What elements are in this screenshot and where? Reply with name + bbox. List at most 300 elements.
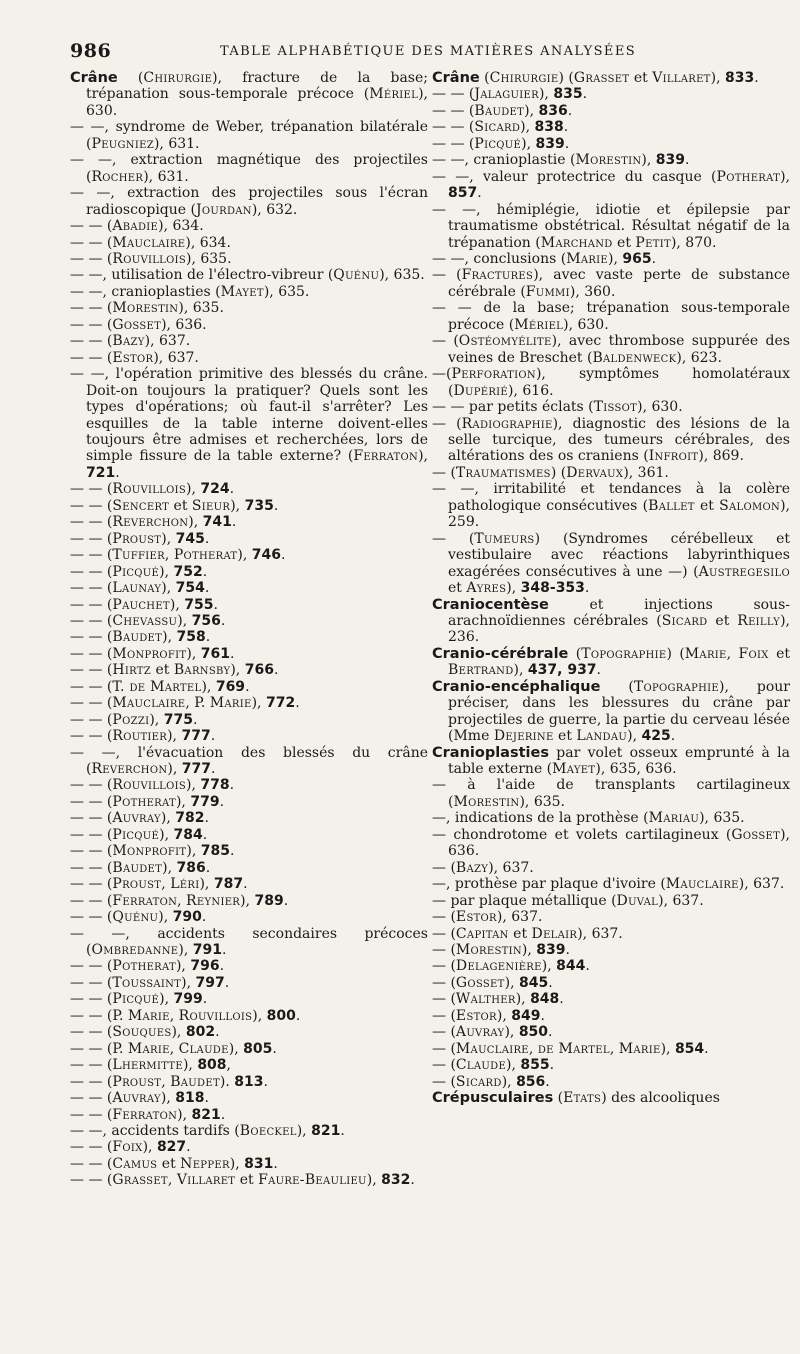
entry-text: . — [295, 1007, 301, 1024]
index-entry — [70, 613, 428, 629]
author-name: Pozzi — [112, 711, 150, 728]
index-entry — [70, 597, 428, 613]
index-entry — [432, 1074, 790, 1090]
entry-text: ), — [501, 1073, 517, 1090]
author-name: Tumeurs — [474, 530, 535, 547]
author-name: Potherat — [112, 958, 176, 975]
entry-text: — — ( — [70, 645, 113, 662]
entry-text: . — [563, 119, 569, 136]
entry-text: — —, irritabilité et tendances à la colère pathologique consécutives ( — [432, 481, 790, 514]
author-name: Sieur — [191, 497, 231, 514]
author-name: Dupérié — [453, 382, 509, 399]
entry-text: . — [219, 793, 225, 810]
author-name: Marie — [684, 645, 727, 662]
page-ref: 779 — [190, 793, 220, 810]
entry-text: ), 631. — [143, 168, 189, 185]
entry-text: . — [540, 1007, 545, 1024]
page-ref: 348-353 — [520, 580, 585, 597]
index-entry — [70, 119, 428, 152]
entry-text: ), — [230, 662, 245, 679]
entry-heading: Cranio-cérébrale — [432, 645, 569, 662]
author-name: Auvray — [112, 1090, 161, 1107]
entry-text: — à l'aide de transplants cartilagineux ( — [432, 777, 790, 810]
author-name: Mariau — [648, 810, 700, 827]
author-name: Morestin — [112, 300, 179, 317]
entry-text: ), — [541, 958, 557, 975]
author-name: Chirurgie — [489, 70, 559, 86]
entry-text: — ( — [432, 1073, 456, 1090]
author-name: Monprofit — [112, 843, 187, 860]
entry-text: — ( — [432, 464, 456, 481]
entry-text: — — ( — [70, 859, 113, 876]
entry-text: ), — [201, 678, 216, 695]
index-entry — [70, 1139, 428, 1155]
entry-text: — — ( — [70, 843, 113, 860]
entry-text: ), — [521, 942, 537, 959]
entry-text: — — ( — [70, 1073, 113, 1090]
entry-text: — — ( — [70, 530, 113, 547]
index-entry — [70, 1123, 428, 1139]
index-entry — [70, 547, 428, 563]
author-name: Lhermitte — [112, 1057, 183, 1074]
entry-text: — ( — [432, 1007, 456, 1024]
entry-text: . — [273, 662, 279, 679]
index-entry — [70, 958, 428, 974]
index-entry — [70, 827, 428, 843]
index-entry — [70, 876, 428, 892]
entry-text: — — ( — [70, 909, 113, 926]
entry-text: ), — [162, 859, 177, 876]
author-name: Quénu — [112, 909, 159, 926]
author-name: Grasset — [112, 1172, 168, 1189]
author-name: Potherat — [716, 168, 781, 185]
entry-text: . — [245, 678, 250, 695]
page-ref: 775 — [163, 711, 193, 728]
page-ref: 839 — [535, 135, 565, 152]
author-name: Quénu — [333, 267, 380, 284]
index-entry — [70, 810, 428, 826]
entry-text: — — ( — [70, 300, 113, 317]
author-name: Villaret — [652, 70, 711, 86]
index-entry — [70, 531, 428, 547]
entry-text: —, prothèse par plaque d'ivoire ( — [432, 876, 666, 893]
entry-text: . — [548, 974, 553, 991]
page-ref: 791 — [192, 942, 223, 959]
page-ref: 797 — [195, 974, 225, 991]
entry-text: — — ( — [70, 1172, 113, 1189]
entry-text: ), — [149, 711, 164, 728]
author-name: Potherat — [112, 793, 176, 810]
index-entry — [432, 70, 790, 86]
entry-text: — — ( — [70, 662, 113, 679]
index-entry — [70, 152, 428, 185]
page-ref: 849 — [511, 1007, 541, 1024]
page-ref: 755 — [184, 596, 214, 613]
page-ref: 787 — [213, 876, 244, 893]
entry-text: — — ( — [70, 596, 113, 613]
page-ref: 782 — [175, 810, 205, 827]
author-name: Bertrand — [448, 662, 514, 679]
entry-text: — ( — [432, 530, 475, 547]
entry-text: ), — [161, 580, 176, 597]
author-name: Hirtz — [112, 662, 152, 679]
index-entry — [432, 300, 790, 333]
page-ref: 437, 937 — [527, 662, 597, 679]
entry-text: et injections sous-arachnoïdiennes cérébrales ( — [448, 596, 790, 629]
entry-text: — — ( — [70, 1139, 113, 1156]
index-entry — [70, 300, 428, 316]
author-name: Monprofit — [112, 645, 187, 662]
page-ref: 758 — [176, 629, 206, 646]
entry-text: — — ( — [70, 1057, 113, 1074]
author-name: Traumatismes — [455, 464, 551, 481]
entry-text: — — ( — [70, 958, 113, 975]
entry-text: . — [243, 876, 248, 893]
author-name: Rocher — [91, 168, 144, 185]
author-name: Baldenweck — [592, 349, 677, 366]
index-entry — [432, 399, 790, 415]
entry-text: ), 634. — [185, 234, 231, 251]
entry-text: — ( — [432, 942, 456, 959]
entry-text: ), 635. — [699, 810, 745, 827]
author-name: Topographie — [581, 645, 667, 662]
author-name: Fummi — [525, 283, 570, 300]
entry-text: — — ( — [70, 974, 113, 991]
author-name: Barnsby — [173, 662, 231, 679]
index-entry — [432, 481, 790, 530]
page-ref: 777 — [181, 761, 211, 778]
page-ref: 818 — [175, 1090, 205, 1107]
entry-text: ), 616. — [508, 382, 554, 399]
author-name: Faure-Beaulieu — [258, 1172, 367, 1189]
index-entry — [432, 810, 790, 826]
author-name: Claude — [455, 1057, 507, 1074]
author-name: Estor — [112, 349, 154, 366]
entry-text: ( — [568, 645, 582, 662]
author-name: Marie — [127, 1040, 170, 1057]
index-entry — [432, 1024, 790, 1040]
author-name: Claude — [178, 1040, 229, 1057]
entry-text: et — [612, 234, 636, 251]
index-entry — [70, 333, 428, 349]
author-name: Grasset — [573, 70, 630, 86]
author-name: Nepper — [180, 1155, 230, 1172]
index-entry — [70, 794, 428, 810]
index-entry — [70, 926, 428, 959]
entry-text: . — [651, 250, 657, 267]
author-name: Proust — [112, 1073, 162, 1090]
author-name: Mauclaire — [112, 695, 186, 712]
index-entry — [70, 745, 428, 778]
entry-text: ), 869. — [698, 448, 744, 465]
author-name: Rouvillois — [178, 1007, 253, 1024]
entry-text: — ( — [432, 1024, 456, 1041]
entry-text: ), pour préciser, dans les blessures du crâne par projectiles de guerre, la partie du cerveau lésée (Mme — [448, 678, 790, 745]
entry-text: . — [201, 909, 207, 926]
entry-text: . — [273, 497, 279, 514]
index-entry — [432, 267, 790, 300]
entry-text: . — [220, 612, 226, 629]
entry-text: . — [115, 464, 120, 481]
entry-text: — —, extraction magnétique des projectiles ( — [70, 152, 428, 185]
author-name: Bazy — [455, 859, 489, 876]
entry-text: — —, cranioplasties ( — [70, 283, 221, 300]
entry-text: — — ( — [70, 629, 113, 646]
author-name: Reilly — [737, 612, 781, 629]
entry-text: — — ( — [70, 333, 113, 350]
entry-text: — — ( — [70, 876, 113, 893]
author-name: Chevassu — [112, 612, 178, 629]
entry-text: et — [169, 497, 192, 514]
author-name: Ayres — [466, 580, 507, 597]
page-ref: 772 — [265, 695, 296, 712]
index-entry — [70, 646, 428, 662]
entry-text: ), symptômes homolatéraux ( — [448, 366, 790, 399]
author-name: Estor — [455, 909, 497, 926]
page-ref: 838 — [534, 119, 564, 136]
entry-text: ), — [160, 1090, 176, 1107]
entry-text: ), 870. — [670, 234, 717, 251]
entry-text: ), — [538, 86, 554, 103]
page-ref: 796 — [190, 958, 220, 975]
author-name: Ferraton — [353, 448, 419, 465]
page-ref: 799 — [173, 991, 203, 1008]
entry-text: ), — [186, 777, 201, 794]
author-name: Perforation — [451, 366, 536, 383]
entry-text: — — ( — [70, 892, 113, 909]
entry-text: et — [553, 728, 577, 745]
index-entry — [70, 712, 428, 728]
entry-text: ), — [496, 1007, 512, 1024]
entry-text: ( — [553, 1090, 564, 1107]
author-name: Mayet — [552, 761, 596, 778]
entry-text: — — ( — [432, 119, 475, 136]
author-name: Picqué — [112, 563, 160, 580]
author-name: Ferraton — [112, 1106, 178, 1123]
author-name: Chirurgie — [143, 70, 213, 86]
author-name: Bazy — [112, 333, 145, 350]
author-name: Marie — [209, 695, 252, 712]
index-entry — [70, 860, 428, 876]
entry-text: — —, extraction des projectiles sous l'écran radioscopique ( — [70, 185, 428, 218]
entry-text: ), 637. — [144, 333, 191, 350]
page-ref: 821 — [191, 1106, 221, 1123]
entry-text: . — [229, 481, 235, 498]
entry-text: . — [204, 1090, 209, 1107]
entry-text: , — [528, 1040, 538, 1057]
page-ref: 813 — [234, 1073, 264, 1090]
page-ref: 855 — [520, 1057, 550, 1074]
page-ref: 848 — [530, 991, 560, 1008]
page-ref: 857 — [448, 185, 478, 202]
entry-text: . — [548, 1024, 553, 1041]
index-entry — [70, 975, 428, 991]
author-name: Delagenière — [455, 958, 542, 975]
entry-heading: Crâne — [432, 70, 480, 86]
page-ref: 850 — [518, 1024, 549, 1041]
entry-text: et — [151, 662, 174, 679]
entry-text: — — ( — [70, 777, 113, 794]
entry-heading: Cranio-encéphalique — [432, 678, 601, 695]
index-entry — [432, 777, 790, 810]
author-name: Tuffier — [112, 547, 165, 564]
entry-text: — — ( — [70, 481, 113, 498]
entry-text: . — [272, 1040, 277, 1057]
entry-text: ), fracture de la base; trépanation sous-temporale précoce ( — [86, 70, 428, 103]
entry-text: et — [448, 580, 467, 597]
author-name: Auvray — [112, 810, 161, 827]
index-entry — [70, 317, 428, 333]
author-name: Mauclaire — [665, 876, 739, 893]
index-entry — [432, 416, 790, 465]
entry-text: ), — [181, 974, 196, 991]
index-entry — [70, 350, 428, 366]
entry-text: — — ( — [70, 497, 113, 514]
index-column-right — [432, 70, 790, 1340]
entry-text: — — ( — [70, 349, 113, 366]
entry-text: et — [508, 925, 532, 942]
entry-text: — —, accidents secondaires précoces ( — [70, 925, 428, 959]
entry-text: — —, l'évacuation des blessés du crâne ( — [70, 744, 428, 778]
entry-text: . — [670, 728, 676, 745]
entry-text: , — [164, 547, 174, 564]
index-entry — [432, 679, 790, 745]
entry-text: . — [545, 1073, 550, 1090]
index-entry — [70, 70, 428, 119]
author-name: Marie — [127, 1007, 170, 1024]
author-name: Sicard — [474, 119, 521, 136]
author-name: Radiographie — [461, 415, 553, 432]
entry-text: . — [281, 547, 286, 564]
entry-text: . — [704, 1040, 709, 1057]
entry-text: ), — [520, 119, 535, 136]
index-entry — [70, 909, 428, 925]
index-entry — [432, 366, 790, 399]
entry-text: . — [215, 1024, 220, 1041]
entry-text: ), — [178, 942, 193, 959]
entry-text: ), 630. — [563, 316, 609, 333]
entry-text: . — [477, 185, 482, 202]
index-entry — [70, 1024, 428, 1040]
entry-text: — — ( — [432, 102, 475, 119]
entry-text: — — ( — [70, 711, 113, 728]
entry-text: ), — [188, 514, 203, 531]
entry-text: . — [567, 102, 573, 119]
author-name: Reynier — [186, 892, 241, 909]
author-name: Foix — [112, 1139, 143, 1156]
index-entry — [432, 991, 790, 1007]
index-entry — [432, 119, 790, 135]
entry-text: — — ( — [70, 514, 113, 531]
entry-text: ), — [366, 1172, 382, 1189]
page-ref: 752 — [173, 563, 203, 580]
entry-text: ), — [251, 695, 266, 712]
index-entry — [432, 1008, 790, 1024]
entry-text: ), — [182, 1057, 198, 1074]
author-name: Mauclaire — [455, 1040, 529, 1057]
author-name: Salomon — [719, 497, 781, 514]
author-name: Baudet — [170, 1073, 220, 1090]
entry-text: ), 360. — [569, 283, 616, 300]
entry-text: — ( — [432, 1057, 456, 1074]
entry-text: ), — [608, 250, 623, 267]
index-column-left — [70, 70, 428, 1340]
entry-text: — ( — [432, 859, 456, 876]
page-ref: 831 — [244, 1155, 274, 1172]
entry-text: ), — [162, 629, 177, 646]
entry-text: — — de la base; trépanation sous-temporale précoce ( — [432, 300, 790, 333]
entry-text: ), — [167, 728, 182, 745]
index-entry — [70, 366, 428, 481]
entry-text: . — [596, 662, 601, 679]
entry-text: , — [169, 1007, 179, 1024]
index-entry — [432, 876, 790, 892]
index-entry — [70, 218, 428, 234]
page-ref: 746 — [251, 547, 282, 564]
entry-text: . — [202, 826, 208, 843]
page-ref: 845 — [518, 974, 549, 991]
index-entry — [432, 531, 790, 597]
page-ref: 766 — [244, 662, 274, 679]
entry-text: ), 630. — [637, 399, 683, 416]
entry-text: ), — [159, 991, 174, 1008]
entry-text: ), — [177, 1106, 192, 1123]
page-ref: 854 — [674, 1040, 705, 1057]
author-name: Rouvillois — [112, 481, 186, 498]
author-name: Austregesilo — [698, 563, 790, 580]
index-entry — [432, 893, 790, 909]
index-entry — [432, 1090, 790, 1106]
author-name: Marchand — [540, 234, 613, 251]
entry-text: ), 635. — [519, 793, 565, 810]
entry-text: — —, syndrome de Weber, trépanation bilatérale ( — [70, 119, 428, 152]
page-ref: 821 — [311, 1123, 341, 1139]
index-entry — [432, 942, 790, 958]
index-entry — [70, 564, 428, 580]
entry-text: — — ( — [70, 218, 113, 235]
entry-text: , — [161, 1073, 171, 1090]
entry-text: — — ( — [432, 135, 475, 152]
author-name: Topographie — [633, 678, 720, 695]
entry-text: . — [273, 1155, 278, 1172]
entry-text: — ( — [432, 974, 456, 991]
entry-text: et — [694, 497, 720, 514]
entry-text: ( — [600, 678, 634, 695]
index-entry — [70, 481, 428, 497]
author-name: Villaret — [176, 1172, 236, 1189]
entry-text: ), — [515, 991, 531, 1008]
page-ref: 724 — [200, 481, 230, 498]
author-name: Ferraton — [112, 892, 178, 909]
entry-text: ), — [142, 1139, 157, 1156]
entry-text: — ( — [432, 991, 456, 1008]
author-name: Potherat — [173, 547, 238, 564]
author-name: Delair — [531, 925, 578, 942]
entry-text: ), — [161, 530, 176, 547]
index-entry — [70, 1057, 428, 1073]
entry-text: ), — [627, 728, 642, 745]
author-name: Souques — [112, 1024, 172, 1041]
entry-text: . — [192, 711, 198, 728]
author-name: Capitan — [455, 925, 509, 942]
page-ref: 745 — [175, 530, 205, 547]
entry-text: — — ( — [70, 728, 113, 745]
entry-text: — ( — [432, 267, 462, 284]
page-ref: 784 — [173, 826, 203, 843]
index-entry — [70, 777, 428, 793]
author-name: Proust — [112, 876, 162, 893]
entry-text: ( — [117, 70, 144, 86]
